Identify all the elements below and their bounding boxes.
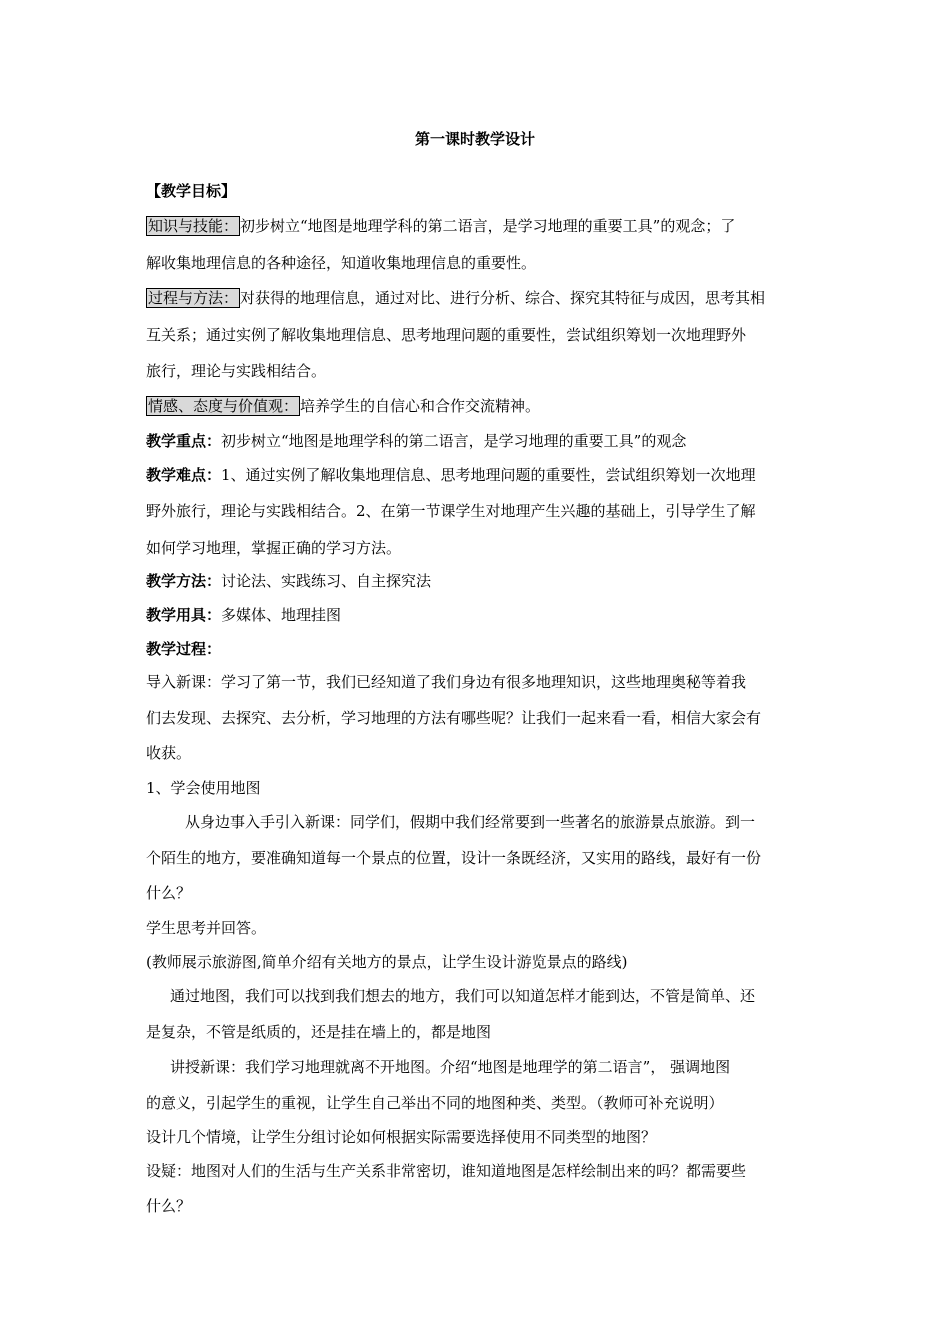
tools-line	[146, 606, 341, 624]
knowledge-line-2: 解收集地理信息的各种途径，知道收集地理信息的重要性。	[146, 254, 537, 272]
p1-line-3: 什么？	[146, 884, 192, 902]
intro-line-2: 们去发现、去探究、去分析，学习地理的方法有哪些呢？让我们一起来看一看，相信大家会有	[146, 709, 762, 727]
p4-line-1: 通过地图，我们可以找到我们想去的地方，我们可以知道怎样才能到达，不管是简单、还	[170, 987, 756, 1005]
difficulty-line-3: 如何学习地理，掌握正确的学习方法。	[146, 539, 402, 557]
difficulty-line-2: 野外旅行，理论与实践相结合。2、在第一节课学生对地理产生兴趣的基础上，引导学生了解	[146, 502, 756, 520]
method-label: 教学方法：	[146, 572, 222, 590]
difficulty-line-1	[146, 466, 756, 484]
p4-line-2: 是复杂，不管是纸质的，还是挂在墙上的，都是地图	[146, 1023, 492, 1041]
knowledge-label: 知识与技能：	[148, 217, 239, 235]
p1-line-1: 从身边事入手引入新课：同学们，假期中我们经常要到一些著名的旅游景点旅游。到一	[185, 813, 756, 831]
key-point-text: 初步树立“地图是地理学科的第二语言，是学习地理的重要工具”的观念	[221, 432, 687, 450]
tools-label: 教学用具：	[146, 606, 222, 624]
process-method-line-1	[146, 289, 765, 307]
p2: 学生思考并回答。	[146, 919, 267, 937]
process-method-text-1: 对获得的地理信息，通过对比、进行分析、综合、探究其特征与成因，思考其相	[240, 289, 766, 307]
p7-line-2: 什么？	[146, 1197, 192, 1215]
process-method-line-3: 旅行，理论与实践相结合。	[146, 362, 327, 380]
knowledge-line-1	[146, 217, 735, 235]
key-point-line	[146, 432, 686, 450]
tools-text: 多媒体、地理挂图	[221, 606, 342, 624]
p1-line-2: 个陌生的地方，要准确知道每一个景点的位置，设计一条既经济，又实用的路线，最好有一份	[146, 849, 762, 867]
section-1-heading: 1、学会使用地图	[146, 779, 261, 797]
p3: (教师展示旅游图,简单介绍有关地方的景点，让学生设计游览景点的路线)	[146, 953, 628, 971]
method-text: 讨论法、实践练习、自主探究法	[221, 572, 432, 590]
p6: 设计几个情境，让学生分组讨论如何根据实际需要选择使用不同类型的地图？	[146, 1128, 657, 1146]
page-title: 第一课时教学设计	[414, 130, 535, 148]
intro-line-3: 收获。	[146, 744, 192, 762]
p5-line-2: 的意义，引起学生的重视，让学生自己举出不同的地图种类、类型。（教师可补充说明）	[146, 1094, 724, 1112]
method-line	[146, 572, 431, 590]
attitude-label: 情感、态度与价值观：	[148, 397, 299, 415]
process-method-label: 过程与方法：	[148, 289, 239, 307]
key-point-label: 教学重点：	[146, 432, 222, 450]
p7-line-1: 设疑：地图对人们的生活与生产关系非常密切，谁知道地图是怎样绘制出来的吗？都需要些	[146, 1162, 747, 1180]
knowledge-text-1: 初步树立“地图是地理学科的第二语言，是学习地理的重要工具”的观念；了	[240, 217, 736, 235]
attitude-text: 培养学生的自信心和合作交流精神。	[300, 397, 541, 415]
difficulty-label: 教学难点：	[146, 466, 222, 484]
objectives-heading: 【教学目标】	[146, 182, 237, 200]
intro-line-1: 导入新课：学习了第一节，我们已经知道了我们身边有很多地理知识，这些地理奥秘等着我	[146, 673, 747, 691]
difficulty-text-1: 1、通过实例了解收集地理信息、思考地理问题的重要性，尝试组织筹划一次地理	[221, 466, 756, 484]
process-method-line-2: 互关系；通过实例了解收集地理信息、思考地理问题的重要性，尝试组织筹划一次地理野外	[146, 326, 747, 344]
p5-line-1: 讲授新课：我们学习地理就离不开地图。介绍“地图是地理学的第二语言”， 强调地图	[170, 1058, 731, 1076]
attitude-line	[146, 397, 540, 415]
process-heading: 教学过程：	[146, 640, 222, 658]
